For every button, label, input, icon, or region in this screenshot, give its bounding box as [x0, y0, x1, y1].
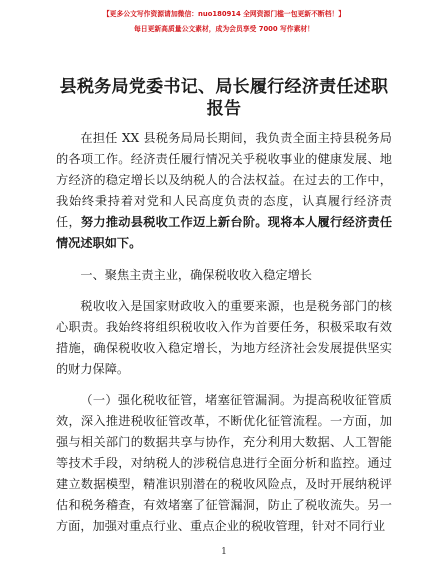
document-body — [56, 128, 392, 537]
banner-line-2: 每日更新高质量公文素材，成为会员享受 7000 写作素材！ — [134, 25, 314, 33]
intro-paragraph — [56, 128, 392, 254]
paragraph-3: （一）强化税收征管，堵塞征管漏洞。为提高税收征管质效，深入推进税收征管改革，不断优化征管流程。一方面，加强与相关部门的数据共享与协作，充分利用大数据、人工智能等技术手段，对纳税人的涉税信息进行全面分析和监控。通过建立数据模型，精准识别潜在的税收风险点，及时开展纳税评估和税务稽查，有效堵塞了征管漏洞，防止了税收流失。另一方面，加强对重点行业、重点企业的税收管理，针对不同行业 — [56, 393, 392, 533]
section-heading-1: 一、聚焦主责主业，确保税收收入稳定增长 — [80, 268, 312, 282]
banner-line-1: 【更多公文写作资源请加微信：nuo180914 全网资源门槛一包更新不断档！】 — [102, 10, 346, 18]
intro-text-a: 在担任 XX 县税务局局长期间，我负责全面主持县税务局的各项工作。经济责任履行情况关乎税收事业的健康发展、地方经济的稳定增长以及纳税人的合法权益。在过去的工作中，我始终秉持着对党和人民高度负责的态度，认真履行经济责任， — [56, 131, 392, 229]
promo-banner — [0, 8, 448, 36]
paragraph-2: 税收收入是国家财政收入的重要来源，也是税务部门的核心职责。我始终将组织税收收入作为首要任务，积极采取有效措施，确保税收收入稳定增长，为地方经济社会发展提供坚实的财力保障。 — [56, 299, 392, 376]
intro-text-b: 努力推动县税收工作迈上新台阶。现将本人履行经济责任情况述职如下。 — [56, 215, 393, 250]
document-title: 县税务局党委书记、局长履行经济责任述职报告 — [59, 77, 389, 119]
page-number: 1 — [221, 547, 227, 557]
